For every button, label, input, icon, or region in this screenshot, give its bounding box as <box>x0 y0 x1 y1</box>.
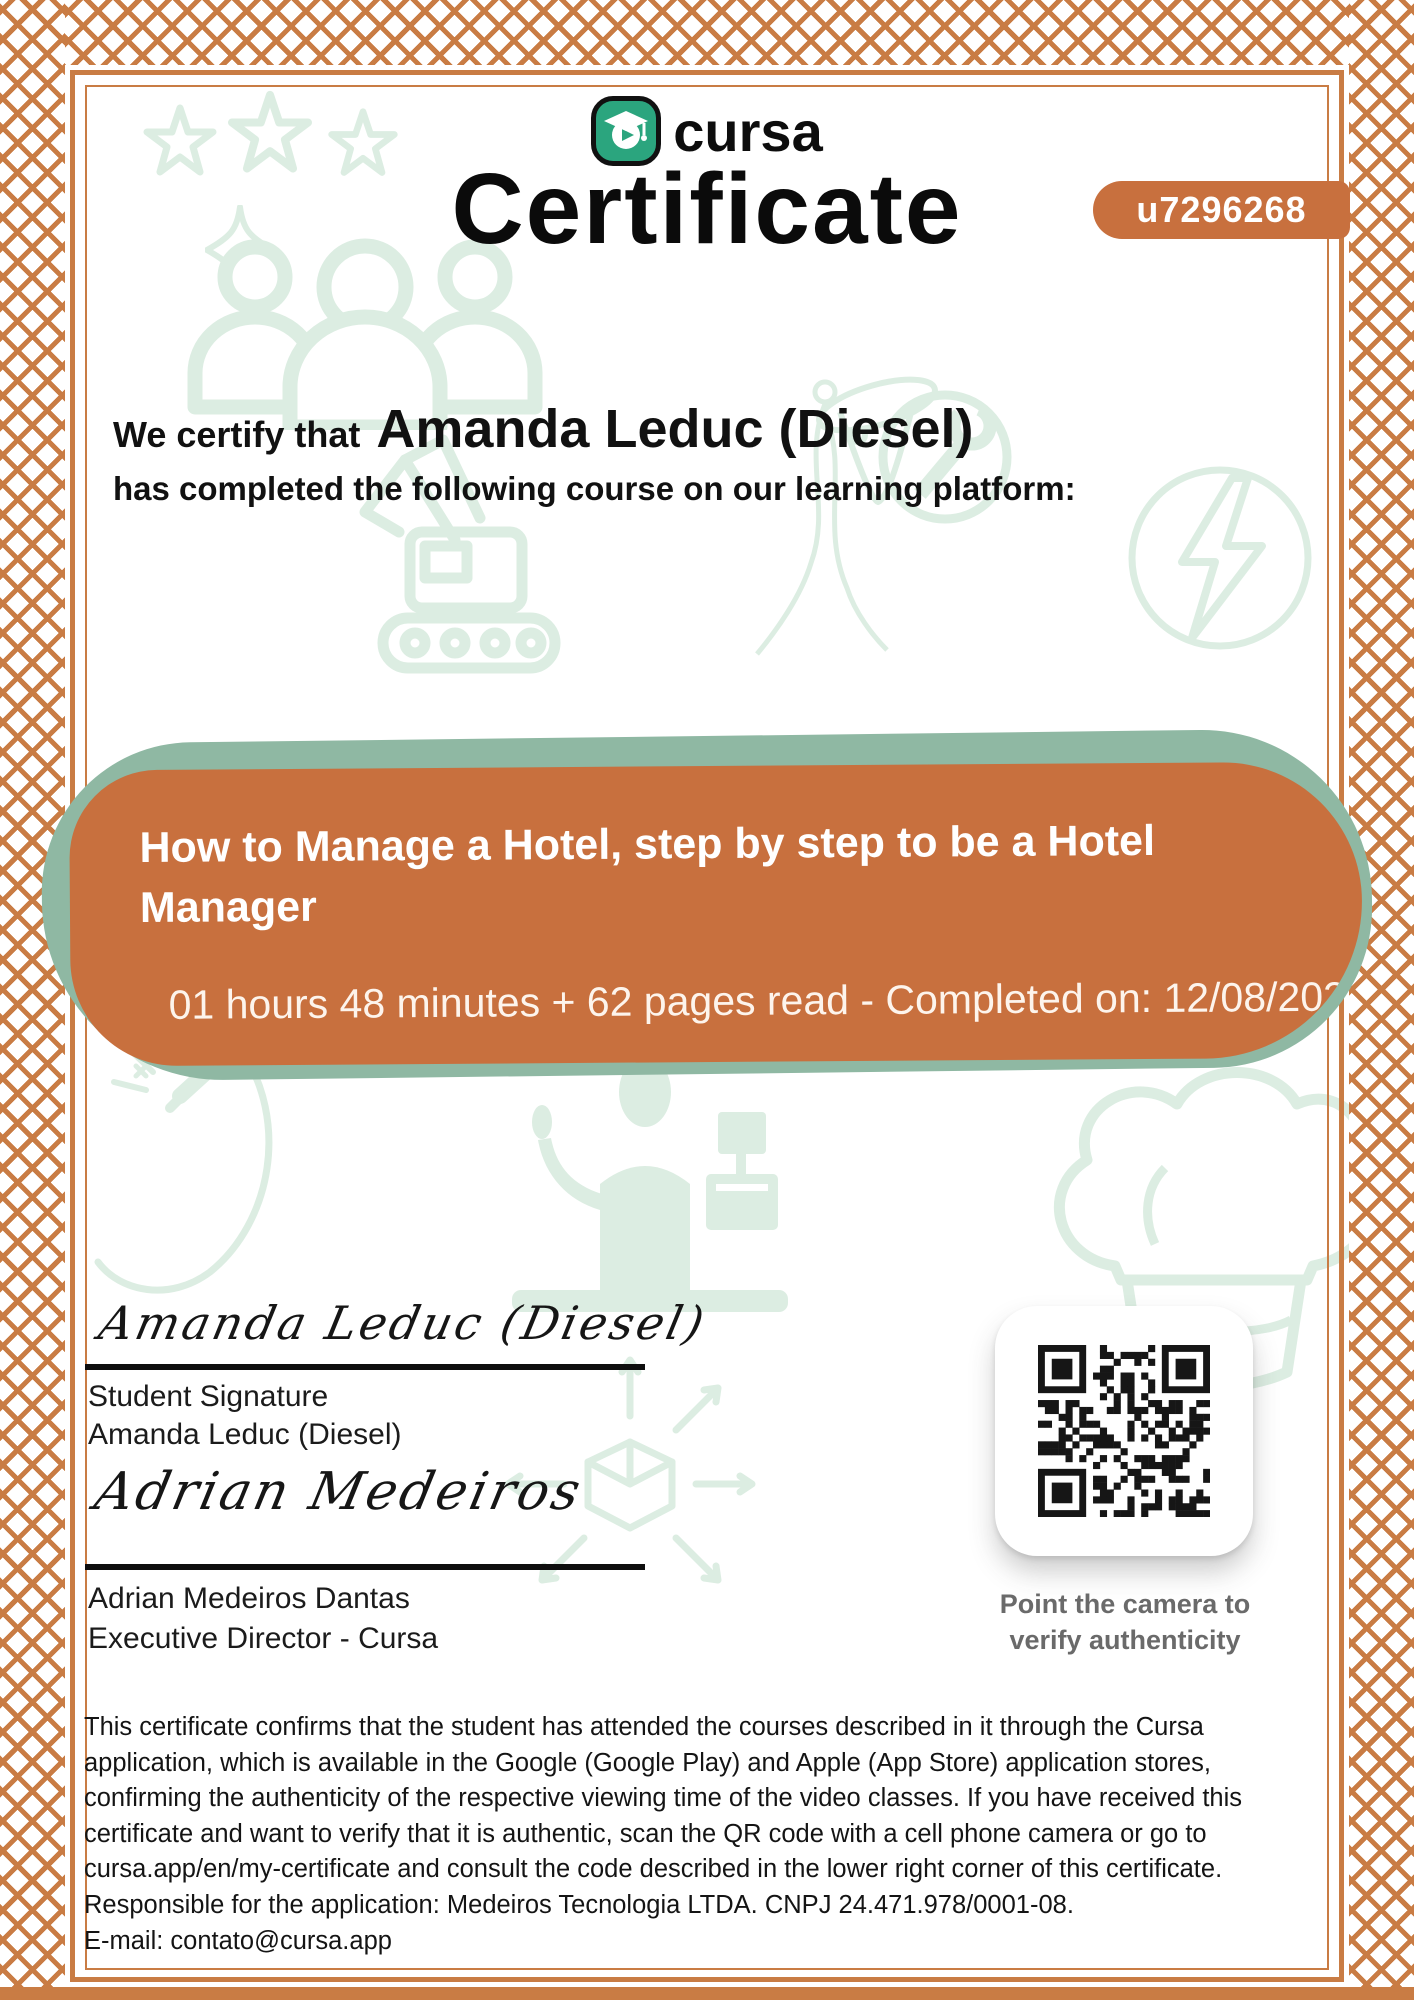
brand-wordmark: cursa <box>673 99 823 163</box>
qr-code <box>1038 1345 1210 1517</box>
footer-line: cursa.app/en/my-certificate and consult the code described in the lower right corner of this certificate. <box>84 1855 1223 1884</box>
qr-caption-line1: Point the camera to <box>999 1589 1251 1619</box>
border-pattern-right <box>1349 0 1414 2000</box>
director-signature-line <box>85 1564 645 1570</box>
director-signature-script: Adrian Medeiros <box>89 1462 589 1522</box>
border-pattern-top <box>0 0 1414 65</box>
footer-disclaimer <box>84 1710 1346 1959</box>
student-signature-line <box>85 1364 645 1370</box>
footer-line: certificate and want to verify that it is authentic, scan the QR code with a cell phone camera or go to <box>84 1819 1207 1848</box>
director-name: Adrian Medeiros Dantas <box>88 1582 410 1615</box>
border-pattern-left <box>0 0 65 2000</box>
footer-line: E-mail: contato@cursa.app <box>84 1926 392 1955</box>
border-pattern-bottom <box>0 1987 1414 2000</box>
student-signature-name: Amanda Leduc (Diesel) <box>88 1418 402 1451</box>
certificate-title: Certificate <box>451 153 963 265</box>
intro-prefix: We certify that <box>113 414 361 455</box>
student-signature-script: Amanda Leduc (Diesel) <box>94 1296 712 1350</box>
student-signature-label: Student Signature <box>88 1380 329 1413</box>
footer-line: confirming the authenticity of the respective viewing time of the video classes. If you have received this <box>84 1784 1243 1813</box>
footer-line: This certificate confirms that the student has attended the courses described in it through the Cursa <box>84 1713 1204 1741</box>
qr-caption <box>965 1586 1285 1658</box>
director-role: Executive Director - Cursa <box>88 1622 439 1655</box>
footer-line: application, which is available in the Google (Google Play) and Apple (App Store) application stores, <box>84 1748 1211 1777</box>
certificate-code-badge: u7296268 <box>1093 181 1350 239</box>
course-blob <box>69 761 1363 1066</box>
student-name: Amanda Leduc (Diesel) <box>376 399 974 459</box>
course-meta: 01 hours 48 minutes + 62 pages read - Completed on: 12/08/202 <box>168 973 1347 1028</box>
intro-line2: has completed the following course on our learning platform: <box>113 470 1076 507</box>
course-title: How to Manage a Hotel, step by step to be a Hotel Manager <box>139 816 1156 933</box>
intro-line <box>113 398 974 460</box>
qr-code-card <box>995 1306 1253 1556</box>
qr-caption-line2: verify authenticity <box>1009 1625 1241 1655</box>
footer-line: Responsible for the application: Medeiros Tecnologia LTDA. CNPJ 24.471.978/0001-08. <box>84 1890 1074 1919</box>
